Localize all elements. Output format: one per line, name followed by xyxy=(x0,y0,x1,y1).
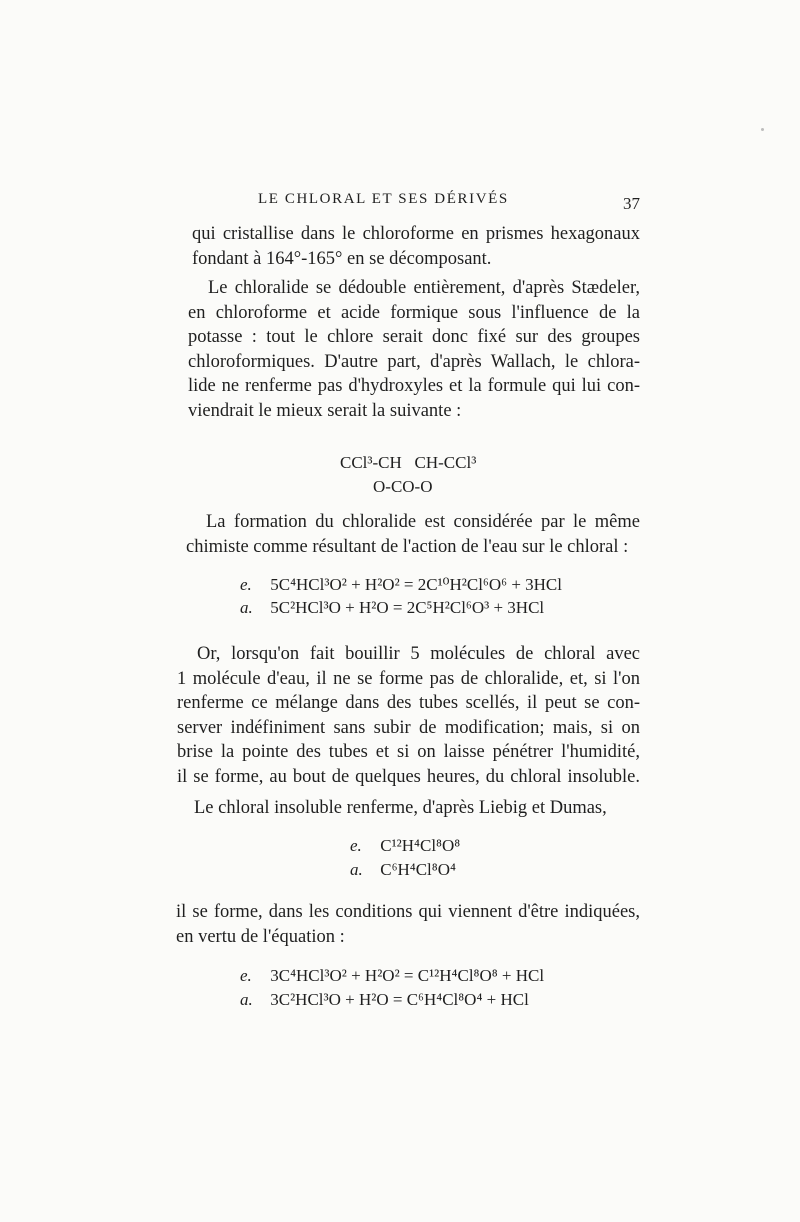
equation-2-a xyxy=(240,990,529,1010)
text-line: potasse : tout le chlore serait donc fixé sur des groupes xyxy=(188,327,640,348)
equation-text: 5C²HCl³O + H²O = 2C⁵H²Cl⁶O³ + 3HCl xyxy=(270,598,545,617)
insoluble-chloral-formula-a xyxy=(350,860,456,880)
text-line: renferme ce mélange dans des tubes scellés, il peut se con- xyxy=(177,693,640,714)
text-line: server indéfiniment sans subir de modification; mais, si on xyxy=(177,717,640,738)
text-line: brise la pointe des tubes et si on laisse pénétrer l'humidité, xyxy=(177,742,640,763)
equation-label: a. xyxy=(240,990,253,1009)
paragraph-2 xyxy=(188,276,640,424)
equation-label: a. xyxy=(240,598,253,617)
paragraph-6 xyxy=(176,900,640,949)
equation-label: e. xyxy=(240,966,252,985)
text-line: Or, lorsqu'on fait bouillir 5 molécules de chloral avec xyxy=(197,644,640,664)
paper-speck xyxy=(761,128,764,131)
equation-2-e xyxy=(240,966,544,986)
equation-label: e. xyxy=(240,575,252,594)
equation-a xyxy=(240,598,544,618)
text-line: en chloroforme et acide formique sous l'influence de la xyxy=(188,302,640,323)
text-line: fondant à 164°-165° en se décomposant. xyxy=(192,248,492,269)
paragraph-5 xyxy=(194,796,640,821)
formula-row: CCl³-CH CH-CCl³ xyxy=(340,453,477,472)
page-number: 37 xyxy=(623,194,640,213)
text-line: chloroformiques. D'autre part, d'après Wallach, le chlora- xyxy=(188,351,640,372)
equation-text: 5C⁴HCl³O² + H²O² = 2C¹⁰H²Cl⁶O⁶ + 3HCl xyxy=(270,575,562,594)
formula-text: C⁶H⁴Cl⁸O⁴ xyxy=(380,860,456,879)
formula-text: C¹²H⁴Cl⁸O⁸ xyxy=(380,836,461,855)
paragraph-3 xyxy=(186,510,640,559)
paragraph-1 xyxy=(192,222,640,271)
text-line: viendrait le mieux serait la suivante : xyxy=(188,400,462,421)
insoluble-chloral-formula-e xyxy=(350,836,460,856)
text-line: qui cristallise dans le chloroforme en prismes hexagonaux xyxy=(192,224,640,244)
chloralide-structure-formula xyxy=(340,451,476,499)
formula-label: a. xyxy=(350,860,363,879)
text-line: lide ne renferme pas d'hydroxyles et la formule qui lui con- xyxy=(188,376,640,397)
text-line: chimiste comme résultant de l'action de l'eau sur le chloral : xyxy=(186,536,629,557)
text-line: il se forme, dans les conditions qui viennent d'être indiquées, xyxy=(176,902,640,922)
text-line: Le chloralide se dédouble entièrement, d'après Stædeler, xyxy=(208,278,640,298)
text-line: La formation du chloralide est considérée par le même xyxy=(206,512,640,532)
text-line: Le chloral insoluble renferme, d'après Liebig et Dumas, xyxy=(194,798,607,818)
equation-text: 3C⁴HCl³O² + H²O² = C¹²H⁴Cl⁸O⁸ + HCl xyxy=(270,966,545,985)
page-header xyxy=(190,191,640,217)
formula-label: e. xyxy=(350,836,362,855)
equation-e xyxy=(240,575,562,595)
text-line: il se forme, au bout de quelques heures, du chloral insoluble. xyxy=(177,766,640,787)
text-line: en vertu de l'équation : xyxy=(176,926,345,947)
text-line: 1 molécule d'eau, il ne se forme pas de chloralide, et, si l'on xyxy=(177,668,640,689)
paragraph-4 xyxy=(177,642,640,790)
running-title: LE CHLORAL ET SES DÉRIVÉS xyxy=(258,191,509,207)
equation-text: 3C²HCl³O + H²O = C⁶H⁴Cl⁸O⁴ + HCl xyxy=(270,990,529,1009)
formula-row: O-CO-O xyxy=(373,477,433,496)
